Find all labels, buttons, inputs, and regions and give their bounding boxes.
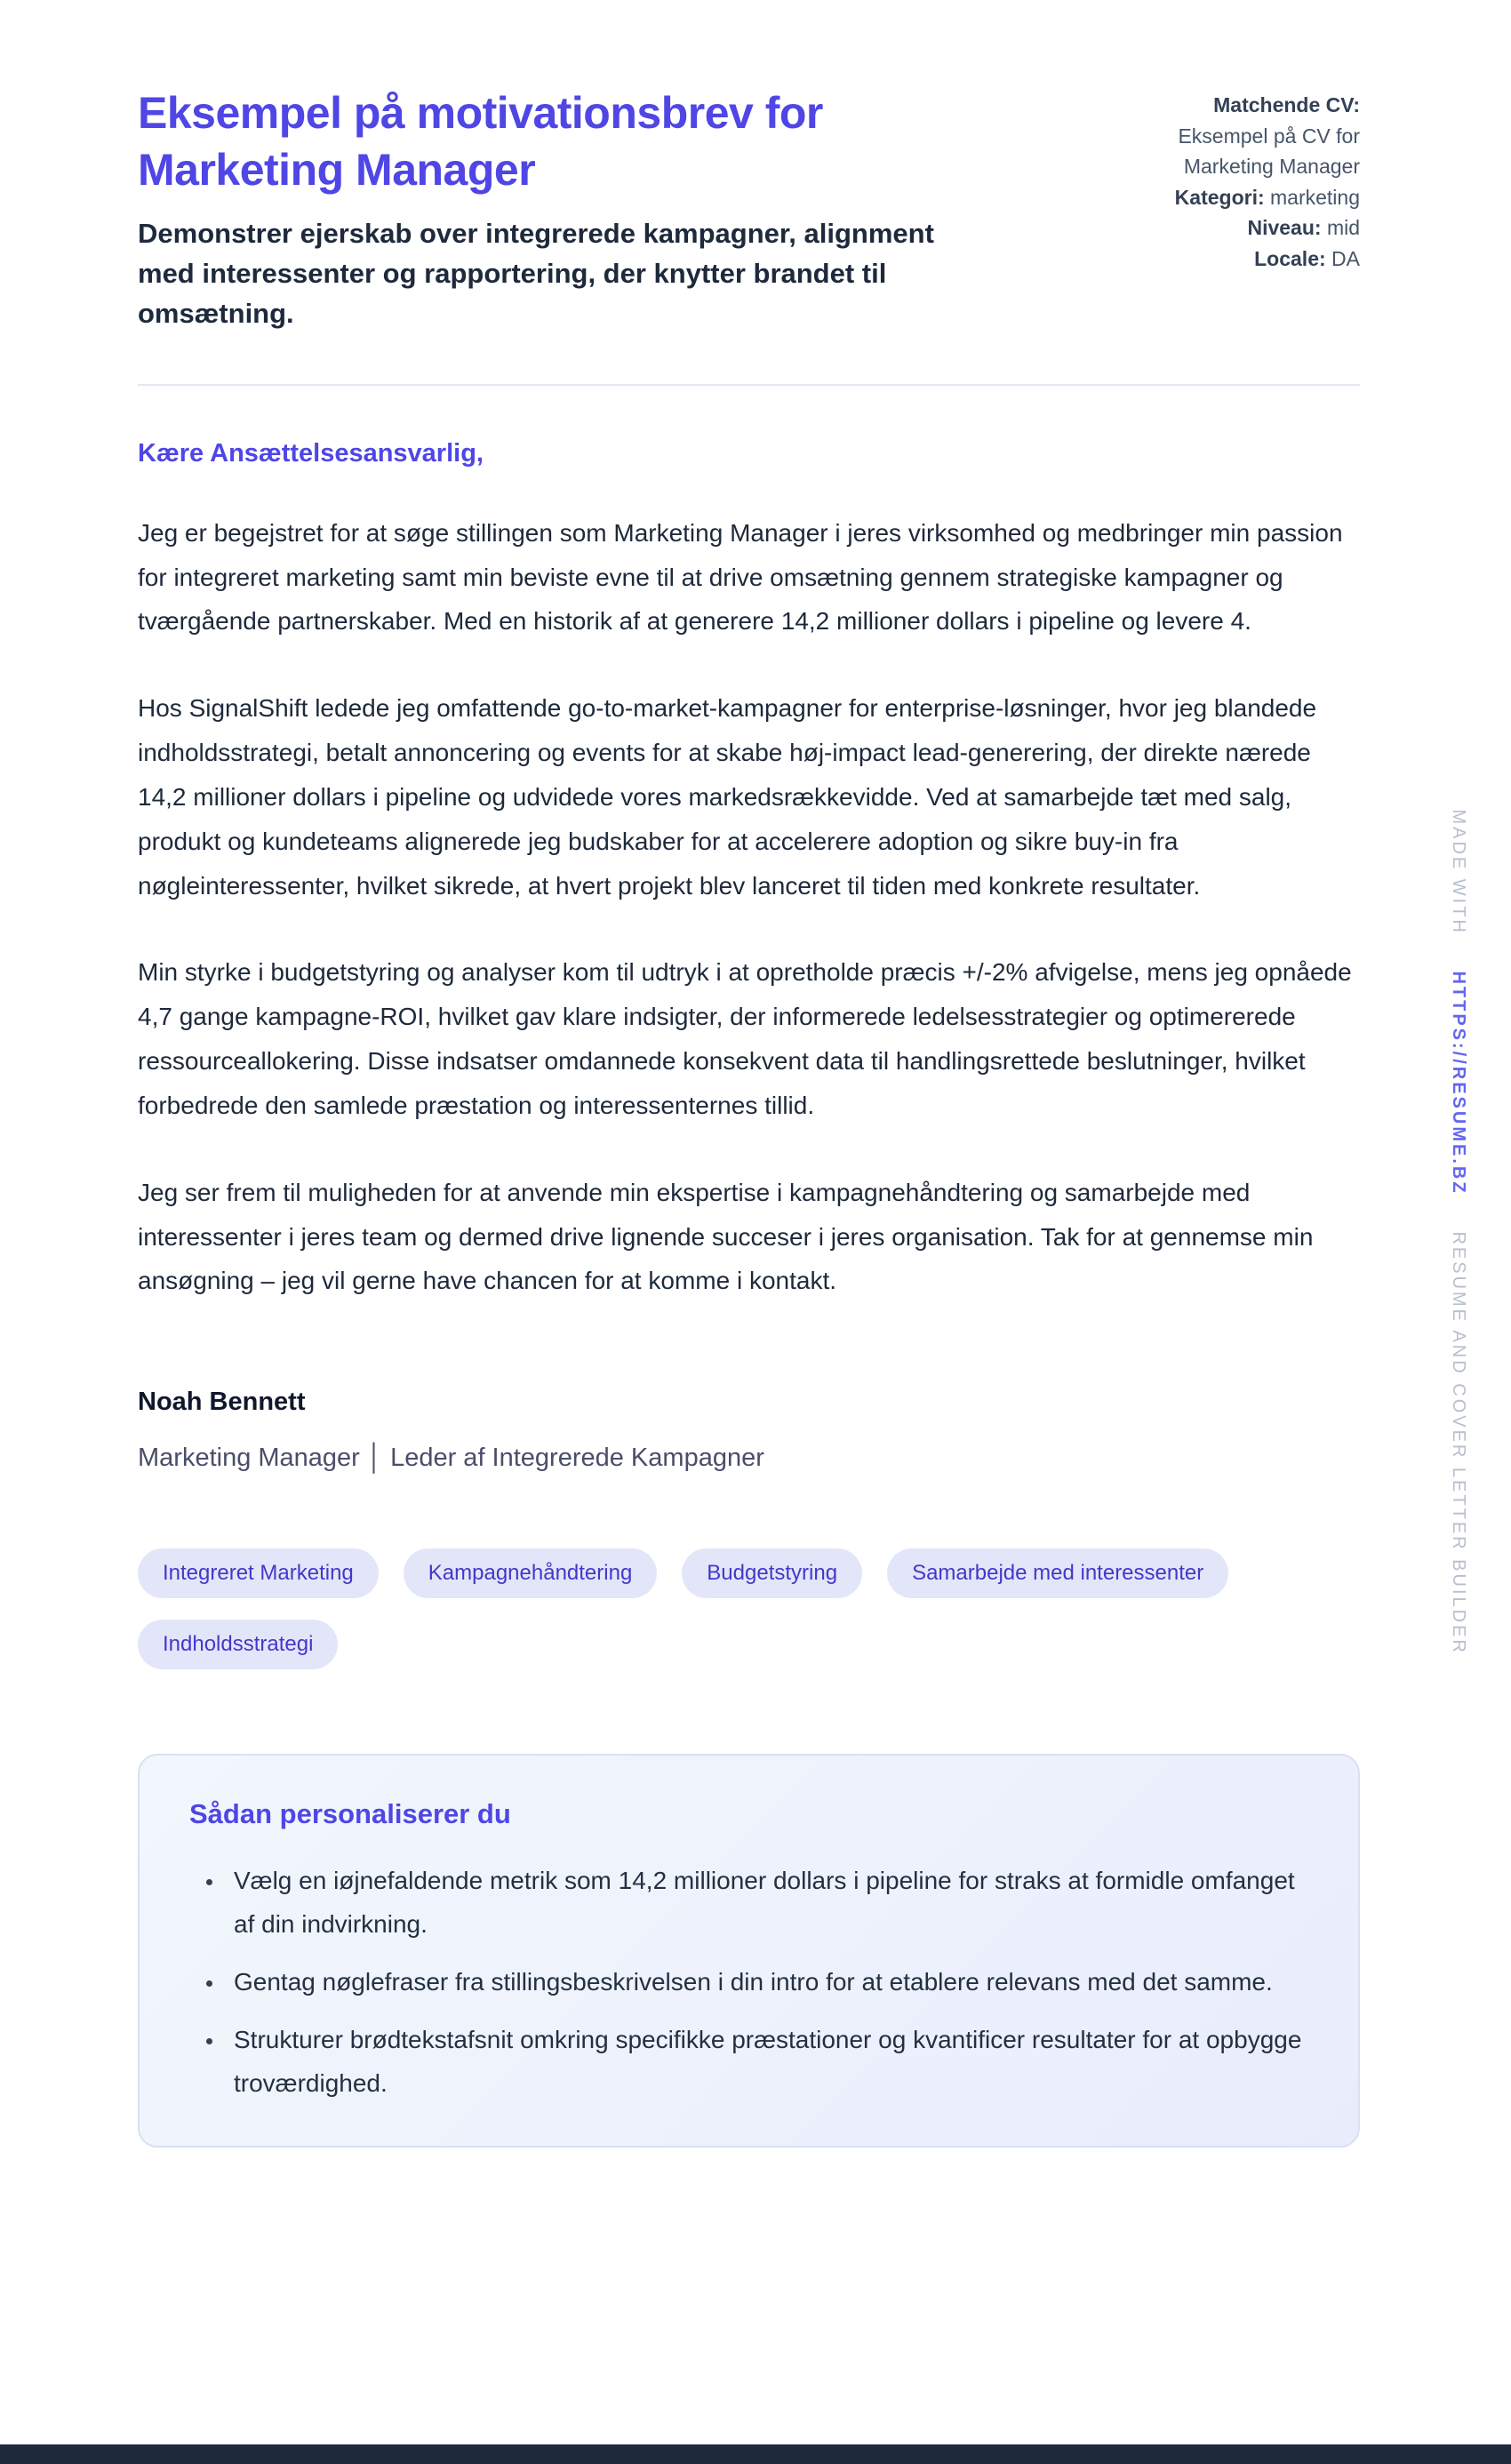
signature-title: Marketing Manager │ Leder af Integrerede Kampagner bbox=[138, 1444, 764, 1473]
meta-level-value: mid bbox=[1326, 216, 1360, 239]
tag-samarbejde-med-interessenter: Samarbejde med interessenter bbox=[887, 1548, 1228, 1598]
tip-item-2: • Gentag nøglefraser fra stillingsbeskrivelsen i din intro for at etablere relevans med det samme. bbox=[225, 1960, 1308, 2004]
tag-kampagnehaandtering: Kampagnehåndtering bbox=[404, 1548, 658, 1598]
meta-matching-cv-value: Eksempel på CV for Marketing Manager bbox=[1178, 124, 1360, 178]
tag-budgetstyring: Budgetstyring bbox=[682, 1548, 862, 1598]
tag-indholdsstrategi: Indholdsstrategi bbox=[138, 1620, 338, 1669]
header-divider bbox=[138, 384, 1360, 386]
letter-paragraph-3: Min styrke i budgetstyring og analyser kom til udtryk i at opretholde præcis +/-2% afvigelse, mens jeg opnåede 4,7 gange kampagne-ROI, hvilket gav klare indsigter, der informerede ledelsesstrategier og optimererede ressourceallokering. Disse indsatser omdannede konsekvent data til handlingsrettede beslutninger, hvilket forbedrede den samlede præstation og interessenternes tillid. bbox=[138, 958, 1352, 1119]
letter-body bbox=[138, 439, 1360, 1473]
page-title: Eksempel på motivationsbrev for Marketing Manager bbox=[138, 88, 823, 195]
tips-list bbox=[189, 1859, 1308, 2105]
tip-item-3: • Strukturer brødtekstafsnit omkring specifikke præstationer og kvantificer resultater for at opbygge troværdighed. bbox=[225, 2018, 1308, 2105]
letter-paragraph-4: Jeg ser frem til muligheden for at anvende min ekspertise i kampagnehåndtering og samarbejde med interessenter i jeres team og dermed drive lignende succeser i jeres organisation. Tak for at gennemse min ansøgning – jeg vil gerne have chancen for at komme i kontakt. bbox=[138, 1178, 1314, 1295]
meta-category-value: marketing bbox=[1270, 185, 1360, 209]
watermark-prefix: MADE WITH bbox=[1449, 809, 1468, 935]
personalization-tips-card bbox=[138, 1754, 1360, 2148]
watermark-suffix: RESUME AND COVER LETTER BUILDER bbox=[1449, 1231, 1468, 1655]
meta-category-label: Kategori: bbox=[1174, 185, 1265, 209]
salutation: Kære Ansættelsesansvarlig, bbox=[138, 438, 484, 468]
header-title-block bbox=[138, 84, 1027, 334]
page-header bbox=[138, 84, 1360, 334]
letter-paragraph-1: Jeg er begejstret for at søge stillingen som Marketing Manager i jeres virksomhed og medbringer min passion for integreret marketing samt min beviste evne til at drive omsætning gennem strategiske kampagner og tværgående partnerskaber. Med en historik af at generere 14,2 millioner dollars i pipeline og levere 4. bbox=[138, 518, 1343, 636]
meta-panel bbox=[1129, 84, 1360, 274]
tips-title: Sådan personaliserer du bbox=[189, 1798, 511, 1830]
letter-paragraph-2: Hos SignalShift ledede jeg omfattende go-to-market-kampagner for enterprise-løsninger, hvor jeg blandede indholdsstrategi, betalt annoncering og events for at skabe høj-impact lead-generering, der direkte nærede 14,2 millioner dollars i pipeline og udvidede vores markedsrækkevidde. Ved at samarbejde tæt med salg, produkt og kundeteams alignerede jeg budskaber for at accelerere adoption og sikre buy-in fra nøgleinteressenter, hvilket sikrede, at hvert projekt blev lanceret til tiden med konkrete resultater. bbox=[138, 694, 1317, 900]
meta-category bbox=[1129, 182, 1360, 213]
resume-bz-link[interactable]: HTTPS://RESUME.BZ bbox=[1449, 971, 1468, 1196]
signature-name: Noah Bennett bbox=[138, 1388, 306, 1417]
meta-level bbox=[1129, 212, 1360, 244]
tag-list bbox=[138, 1548, 1360, 1669]
meta-locale-value: DA bbox=[1331, 246, 1360, 270]
made-with-watermark bbox=[1448, 795, 1468, 1668]
page-subtitle: Demonstrer ejerskab over integrerede kampagner, alignment med interessenter og rapportering, der knytter brandet til omsætning. bbox=[138, 218, 934, 329]
meta-locale bbox=[1129, 244, 1360, 275]
meta-matching-cv-label: Matchende CV: bbox=[1213, 93, 1360, 116]
meta-level-label: Niveau: bbox=[1247, 216, 1322, 239]
tag-integreret-marketing: Integreret Marketing bbox=[138, 1548, 379, 1598]
meta-locale-label: Locale: bbox=[1254, 246, 1326, 270]
bottom-bar bbox=[0, 2444, 1511, 2464]
tip-item-1: • Vælg en iøjnefaldende metrik som 14,2 millioner dollars i pipeline for straks at formidle omfanget af din indvirkning. bbox=[225, 1859, 1308, 1946]
